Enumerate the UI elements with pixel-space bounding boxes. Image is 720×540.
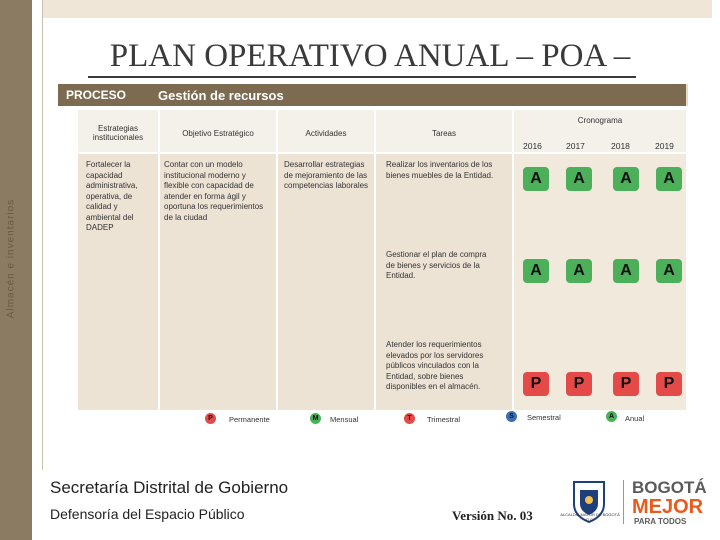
header-cronograma: Cronograma [577, 116, 623, 125]
task-2-2019-badge: A [656, 259, 682, 283]
task-2-2017-badge: A [566, 259, 592, 283]
task-3-2016-badge: P [523, 372, 549, 396]
year-2019: 2019 [655, 141, 674, 151]
process-value: Gestión de recursos [158, 88, 284, 103]
col-actividades [278, 154, 374, 410]
seal-caption: ALCALDÍA MAYOR DE BOGOTÁ D.C. [560, 512, 620, 522]
legend-trimestral-icon: T [404, 413, 415, 424]
actividad-cell: Desarrollar estrategias de mejoramiento de las competencias laborales [284, 160, 369, 190]
legend-semestral-label: Semestral [527, 413, 561, 422]
task-3-text: Atender los requerimientos elevados por los servidores públicos vinculados con la Entidad, sobre bienes disponibles en el almacén. [386, 340, 484, 391]
legend-permanente-icon: P [205, 413, 216, 424]
year-2016: 2016 [523, 141, 542, 151]
top-decor-strip [42, 0, 712, 18]
task-2-text: Gestionar el plan de compra de bienes y servicios de la Entidad. [386, 250, 487, 280]
legend-trimestral-label: Trimestral [427, 415, 461, 424]
footer-version: Versión No. 03 [452, 508, 533, 523]
legend-mensual-label: Mensual [330, 415, 359, 424]
year-2018: 2018 [611, 141, 630, 151]
task-2-2016-badge: A [523, 259, 549, 283]
task-3-2017-badge: P [566, 372, 592, 396]
side-label: Almacén e inventarios [5, 198, 17, 319]
estrategia-cell: Fortalecer la capacidad administrativa, operativa, de calidad y ambiental del DADEP [86, 160, 138, 232]
legend [195, 412, 685, 430]
year-2017: 2017 [566, 141, 585, 151]
task-3-2019-badge: P [656, 372, 682, 396]
header-actividades: Actividades [305, 129, 347, 138]
task-1-2016-badge: A [523, 167, 549, 191]
logo-bogota: BOGOTÁ [632, 478, 707, 497]
logo-mejor: MEJOR [632, 496, 704, 518]
legend-permanente-label: Permanente [229, 415, 270, 424]
task-1-text: Realizar los inventarios de los bienes muebles de la Entidad. [386, 160, 494, 180]
task-1-2018-badge: A [613, 167, 639, 191]
process-bar [58, 84, 688, 106]
task-3-2018-badge: P [613, 372, 639, 396]
frame-line [42, 0, 43, 470]
header-objetivo: Objetivo Estratégico [182, 129, 254, 138]
legend-semestral-icon: S [506, 411, 517, 422]
logo-para-todos: PARA TODOS [634, 517, 687, 526]
process-label: PROCESO [66, 88, 127, 102]
footer-org: Secretaría Distrital de Gobierno [50, 478, 289, 497]
legend-anual-icon: A [606, 411, 617, 422]
title-underline [88, 76, 636, 78]
header-estrategias: Estrategias institucionales [92, 124, 144, 142]
task-1-2019-badge: A [656, 167, 682, 191]
objetivo-cell: Contar con un modelo institucional moderno y flexible con capacidad de atender en forma ágil y oportuna los requerimientos de la ciudad [164, 160, 264, 222]
side-column [58, 106, 76, 410]
legend-anual-label: Anual [625, 414, 645, 423]
footer-dept: Defensoría del Espacio Público [50, 506, 245, 522]
header-tareas: Tareas [431, 129, 456, 138]
page-title: PLAN OPERATIVO ANUAL – POA – [109, 38, 631, 74]
task-1-2017-badge: A [566, 167, 592, 191]
task-2-2018-badge: A [613, 259, 639, 283]
legend-mensual-icon: M [310, 413, 321, 424]
logo-separator [623, 480, 624, 524]
